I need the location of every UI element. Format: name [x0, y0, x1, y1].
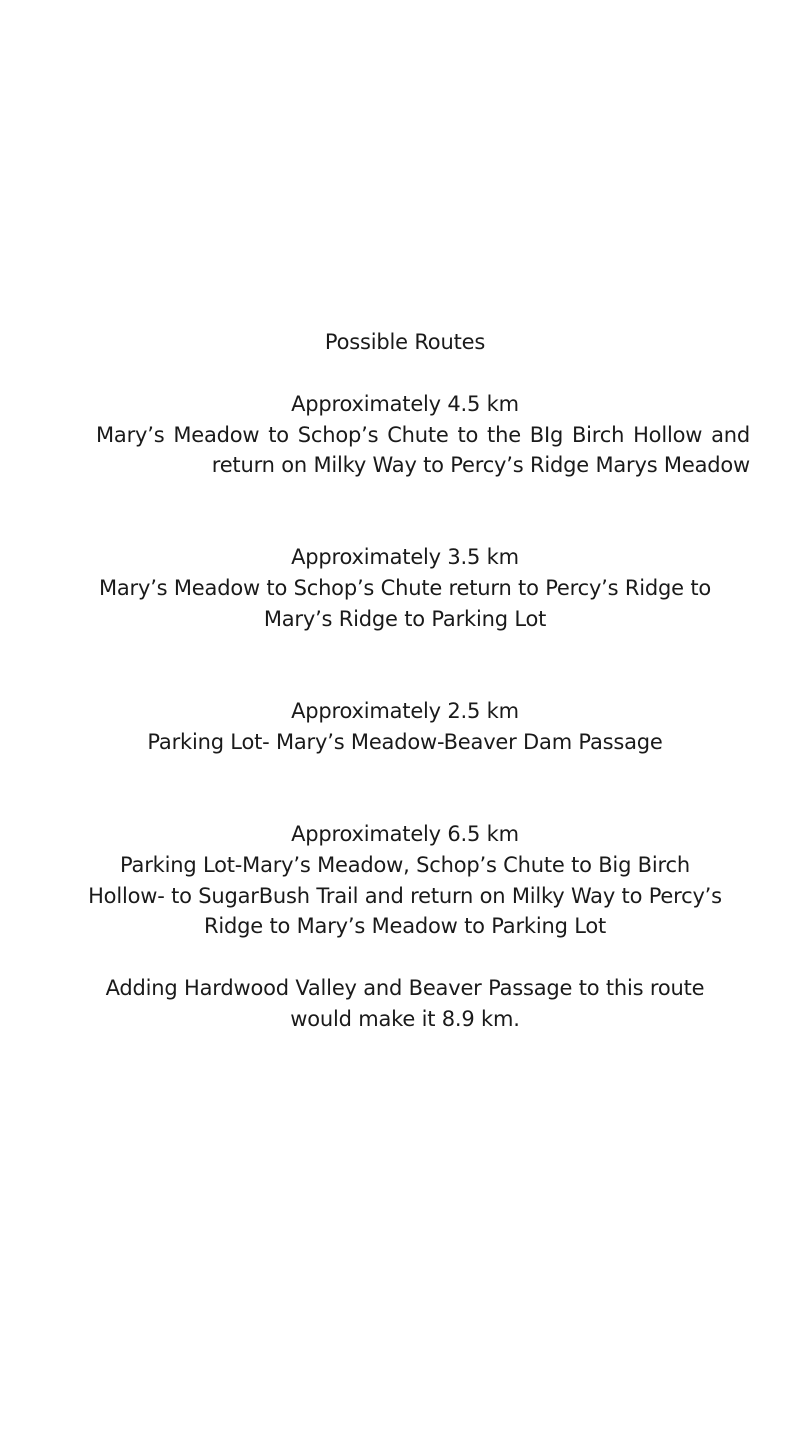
route-4-distance: Approximately 6.5 km [291, 822, 519, 846]
route-1-distance: Approximately 4.5 km [291, 392, 519, 416]
route-2-distance: Approximately 3.5 km [291, 545, 519, 569]
note-line-1: Adding Hardwood Valley and Beaver Passage to this route [105, 976, 705, 1000]
route-2-line-1: Mary’s Meadow to Schop’s Chute return to Percy’s Ridge to [98, 576, 712, 600]
note-line-2: would make it 8.9 km. [290, 1007, 520, 1031]
route-4-line-2: Hollow- to SugarBush Trail and return on Milky Way to Percy’s [88, 884, 722, 908]
route-3-line-1: Parking Lot- Mary’s Meadow-Beaver Dam Passage [147, 730, 663, 754]
route-2-line-2: Mary’s Ridge to Parking Lot [263, 607, 547, 631]
route-1-line-1: Mary’s Meadow to Schop’s Chute to the BIg Birch Hollow and [96, 423, 750, 447]
route-4-line-3: Ridge to Mary’s Meadow to Parking Lot [203, 914, 607, 938]
route-4-line-1: Parking Lot-Mary’s Meadow, Schop’s Chute to Big Birch [120, 853, 690, 877]
page-title: Possible Routes [324, 330, 486, 354]
route-1-line-2: return on Milky Way to Percy’s Ridge Marys Meadow [211, 453, 750, 477]
route-3-distance: Approximately 2.5 km [291, 699, 519, 723]
